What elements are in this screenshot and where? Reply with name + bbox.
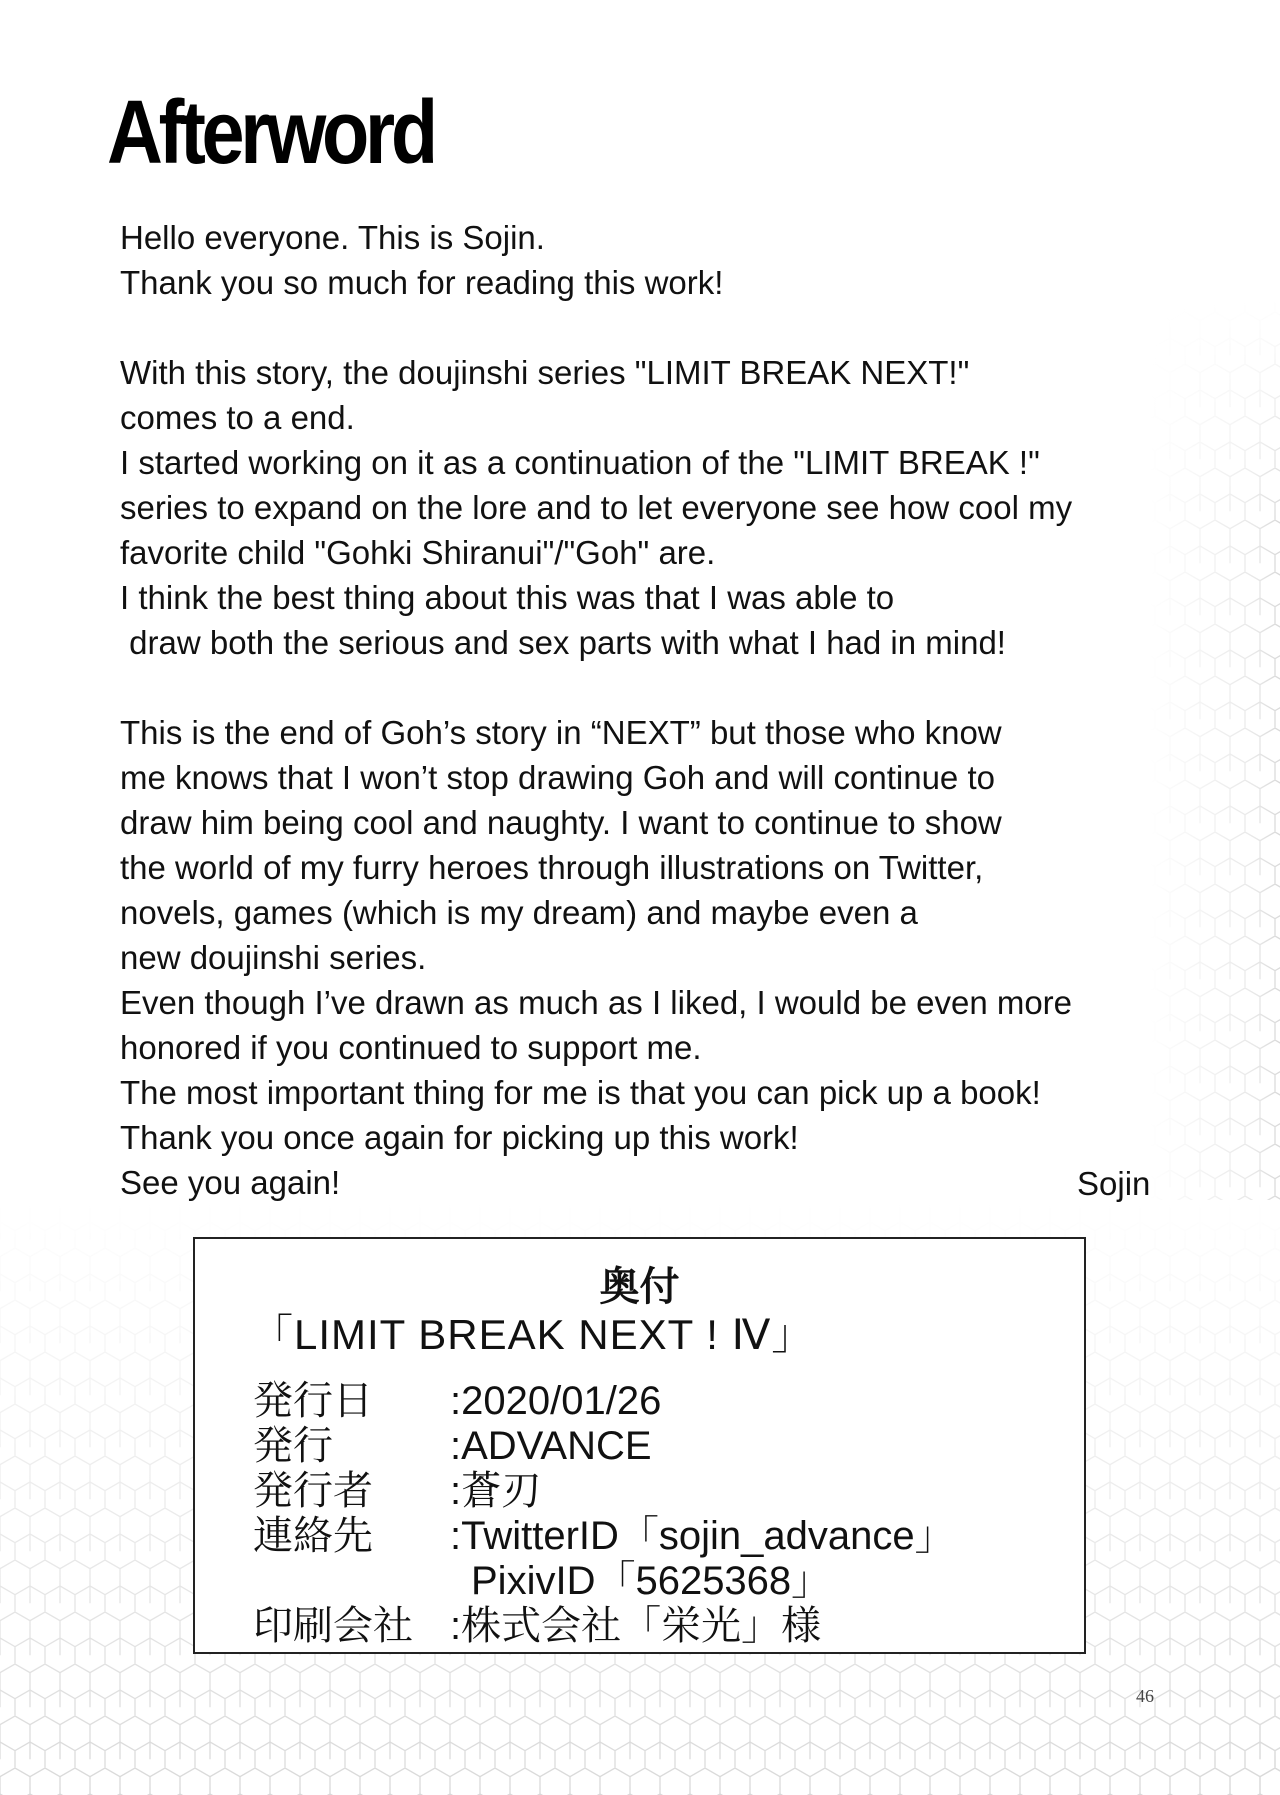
body-line: draw him being cool and naughty. I want to continue to show	[120, 804, 1002, 841]
body-line: draw both the serious and sex parts with what I had in mind!	[120, 624, 1006, 661]
body-line: the world of my furry heroes through illustrations on Twitter,	[120, 849, 984, 886]
colophon-value: :株式会社「栄光」様	[450, 1604, 822, 1648]
body-line: I started working on it as a continuation of the "LIMIT BREAK !"	[120, 444, 1040, 481]
paragraph-gap	[120, 665, 1240, 710]
colophon-book-title: 「LIMIT BREAK NEXT ! Ⅳ」	[251, 1311, 815, 1358]
body-line: new doujinshi series.	[120, 939, 427, 976]
body-line: honored if you continued to support me.	[120, 1029, 702, 1066]
colophon-label: 連絡先	[253, 1514, 373, 1558]
colophon-label: 発行日	[253, 1379, 373, 1423]
page-title: Afterword	[107, 83, 434, 183]
body-line: The most important thing for me is that you can pick up a book!	[120, 1074, 1041, 1111]
body-line: series to expand on the lore and to let everyone see how cool my	[120, 489, 1073, 526]
body-line: Even though I’ve drawn as much as I liked, I would be even more	[120, 984, 1073, 1021]
body-line: This is the end of Goh’s story in “NEXT” but those who know	[120, 714, 1002, 751]
colophon-value: :TwitterID「sojin_advance」	[450, 1514, 955, 1558]
body-line: Thank you so much for reading this work!	[120, 264, 724, 301]
colophon-box	[193, 1237, 1086, 1654]
body-line: me knows that I won’t stop drawing Goh and will continue to	[120, 759, 995, 796]
colophon-value: :蒼刃	[450, 1469, 542, 1513]
signature: Sojin	[1077, 1165, 1151, 1202]
body-line: Thank you once again for picking up this work!	[120, 1119, 799, 1156]
page-number: 46	[1136, 1686, 1154, 1706]
body-line: novels, games (which is my dream) and maybe even a	[120, 894, 918, 931]
colophon-value: :ADVANCE	[450, 1424, 652, 1468]
colophon-value: PixivID「5625368」	[471, 1559, 832, 1603]
colophon-label: 発行者	[253, 1469, 373, 1513]
body-line: comes to a end.	[120, 399, 355, 436]
body-line: I think the best thing about this was that I was able to	[120, 579, 895, 616]
paragraph-gap	[120, 305, 1240, 350]
colophon-label: 印刷会社	[253, 1604, 413, 1648]
colophon-value: :2020/01/26	[450, 1379, 662, 1423]
body-line: With this story, the doujinshi series "LIMIT BREAK NEXT!"	[120, 354, 970, 391]
afterword-body	[120, 215, 1240, 1205]
colophon-label: 発行	[253, 1424, 333, 1468]
colophon-heading: 奥付	[599, 1265, 680, 1309]
body-line: Hello everyone. This is Sojin.	[120, 219, 545, 256]
body-line: See you again!	[120, 1164, 341, 1201]
body-line: favorite child "Gohki Shiranui"/"Goh" are.	[120, 534, 716, 571]
